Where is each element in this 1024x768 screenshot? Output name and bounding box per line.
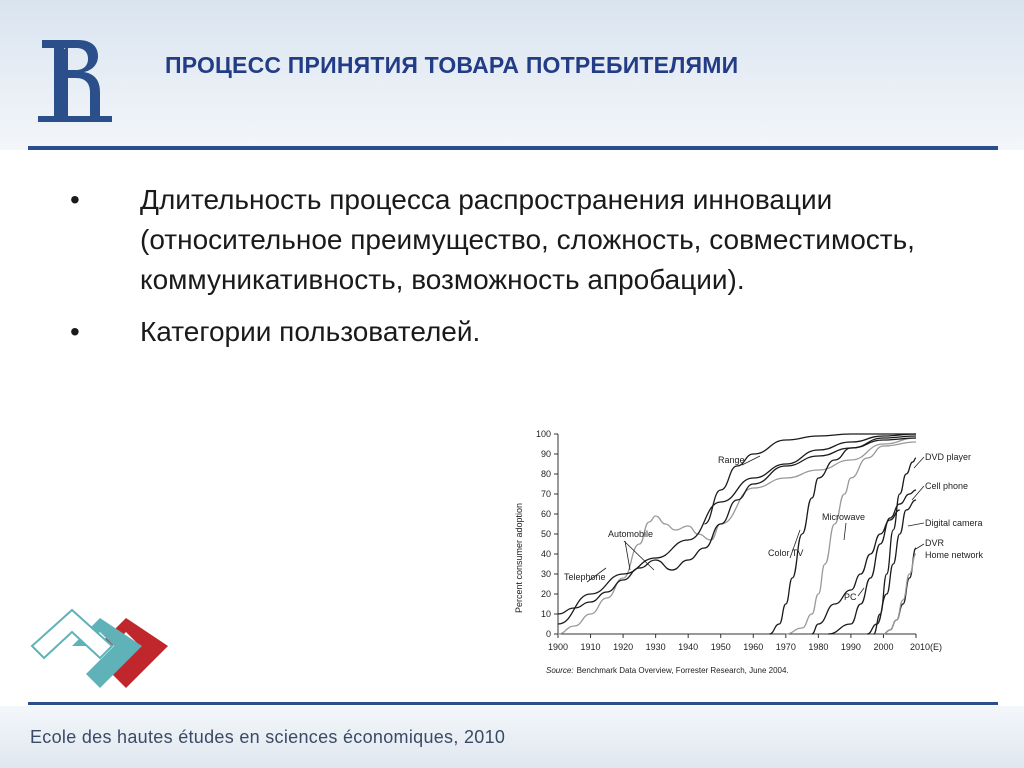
leader-automobile xyxy=(625,541,630,570)
leader-digital-camera xyxy=(908,523,924,526)
hse-logo-icon xyxy=(38,34,112,124)
x-tick-label: 1970 xyxy=(775,642,796,652)
series-line-dvd-player xyxy=(874,458,916,634)
y-axis-label: Percent consumer adoption xyxy=(514,502,524,614)
y-tick-label: 10 xyxy=(540,609,551,619)
leader-cell-phone xyxy=(912,486,924,500)
annotation-dvd-player: DVD player xyxy=(925,452,972,462)
y-tick-label: 0 xyxy=(545,629,551,639)
y-tick-label: 90 xyxy=(540,449,551,459)
annotation-range: Range xyxy=(718,455,745,465)
series-line-microwave xyxy=(786,442,916,634)
slide-title: ПРОЦЕСС ПРИНЯТИЯ ТОВАРА ПОТРЕБИТЕЛЯМИ xyxy=(165,52,739,78)
adoption-line-chart xyxy=(504,420,1004,682)
arrows-logo-icon xyxy=(28,606,173,692)
bullet-symbol: • xyxy=(70,184,80,215)
x-tick-label: 2010(E) xyxy=(910,642,943,652)
bullet-text: Длительность процесса распространения инновации (относительное преимущество, сложность, совместимость, коммуникативность, возможность апробации). xyxy=(140,184,915,295)
x-tick-labels xyxy=(548,642,942,652)
annotation-color-tv: Color TV xyxy=(768,548,804,558)
bullet-item xyxy=(62,180,1002,300)
series-line-range xyxy=(705,434,917,524)
y-tick-label: 60 xyxy=(540,509,551,519)
annotation-automobile: Automobile xyxy=(608,529,654,539)
x-tick-label: 1900 xyxy=(547,642,569,652)
bullet-list xyxy=(62,180,1002,364)
y-tick-label: 70 xyxy=(540,489,551,499)
y-tick-label: 80 xyxy=(540,469,551,479)
x-tick-label: 1950 xyxy=(710,642,731,652)
x-tick-label: 1910 xyxy=(580,642,601,652)
leader-microwave xyxy=(844,523,846,540)
y-tick-label: 30 xyxy=(540,569,551,579)
leader-dvr xyxy=(914,544,924,550)
annotation-home-network: Home network xyxy=(925,550,984,560)
chart-source xyxy=(546,666,789,675)
y-tick-label: 50 xyxy=(540,529,551,539)
annotation-cell-phone: Cell phone xyxy=(925,481,969,491)
y-tick-label: 100 xyxy=(535,429,551,439)
bullet-symbol: • xyxy=(70,316,80,347)
annotation-pc: PC xyxy=(844,592,857,602)
leader-pc xyxy=(858,588,864,596)
x-tick-label: 1940 xyxy=(678,642,699,652)
header-divider xyxy=(28,146,998,150)
y-tick-label: 20 xyxy=(540,589,551,599)
bullet-item xyxy=(62,312,1002,352)
annotation-telephone: Telephone xyxy=(564,572,606,582)
annotation-dvr: DVR xyxy=(925,538,945,548)
annotation-digital-camera: Digital camera xyxy=(925,518,983,528)
y-tick-labels xyxy=(536,429,551,639)
footer-divider xyxy=(28,702,998,705)
x-tick-label: 1920 xyxy=(613,642,634,652)
x-tick-label: 1930 xyxy=(645,642,666,652)
annotation-microwave: Microwave xyxy=(822,512,866,522)
chart-source-label: Source: xyxy=(546,666,574,675)
x-tick-label: 2000 xyxy=(873,642,894,652)
x-tick-label: 1990 xyxy=(840,642,861,652)
y-tick-label: 40 xyxy=(540,549,551,559)
x-tick-label: 1960 xyxy=(743,642,764,652)
chart-source-text: Benchmark Data Overview, Forrester Research, June 2004. xyxy=(576,666,789,675)
x-tick-label: 1980 xyxy=(808,642,829,652)
bullet-text: Категории пользователей. xyxy=(140,316,481,347)
footer-text: Ecole des hautes études en sciences économiques, 2010 xyxy=(30,727,506,747)
